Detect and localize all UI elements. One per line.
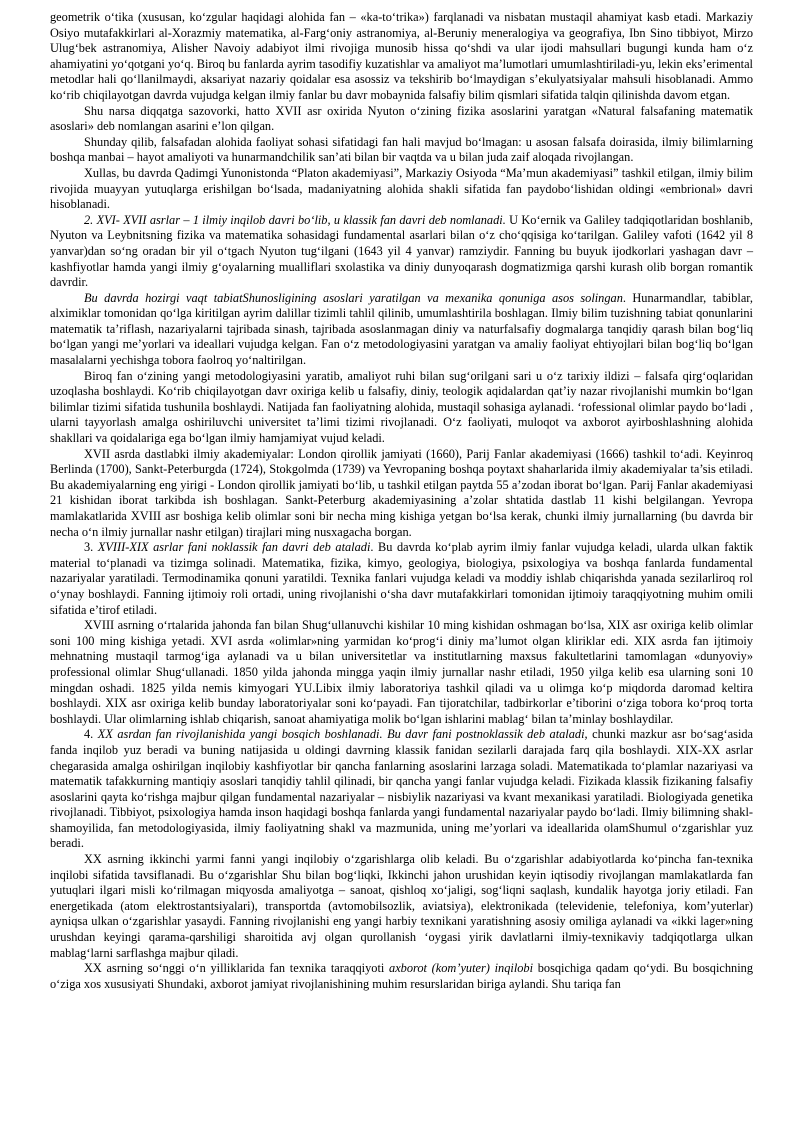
text-run: XVIII asrning o‘rtalarida jahonda fan bilan Shug‘ullanuvchi kishilar 10 ming kishidan oshmagan bo‘lsa, XIX asr oxiriga kelib olimlar soni 100 ming kishiga yetadi. XVI asrda «olimlar»ning yarmidan ko‘prog‘i diniy ma’lumot olgan kliriklar edi. XIX asrda fan ijtimoiy mehnatning mustaqil tarmog‘iga aylanadi va u bilan universitetlar va institutlarning maxsus fakultetlarini tamomlagan «dunyoviy» professional olimlar Shug‘ullanadi. 1850 yilda jahonda mingga yaqin ilmiy jurnallar nashr etiladi, 1950 yilga kelib esa ularning soni 10 mingdan oshadi. 1825 yilda nemis kimyogari YU.Libix ilmiy laboratoriya tashkil qiladi va u olimga ko‘p miqdorda daromad keltira boshlaydi. XIX asr oxiriga kelib bunday laboratoriyalar soni ko‘payadi. Fan tijoratchilar, tadbirkorlar e’tiborini o‘ziga tobora ko‘proq torta boshlaydi. Ular olimlarning ishlab chiqarish, sanoat ahamiyatiga molik bo‘lgan ishlarini mablag‘ bilan ta’minlay boshlaydilar. xyxy=(50,618,753,726)
paragraph xyxy=(50,166,753,213)
paragraph xyxy=(50,540,753,618)
italic-text: 2. XVI- XVII asrlar – 1 ilmiy inqilob davri bo‘lib, u klassik fan davri deb nomlanadi. xyxy=(84,212,506,227)
paragraph xyxy=(50,104,753,135)
text-run: geometrik o‘tika (xususan, ko‘zgular haqidagi alohida fan – «ka-to‘trika») farqlanadi va nisbatan mustaqil ahamiyat kasb etadi. Markaziy Osiyo mutafakkirlari al-Xorazmiy matematika, al-Farg‘oniy astranomiya, al-Beruniy meneralogiya va geografiya, Ibn Sino tibbiyot, Mirzo Ulug‘bek astranomiya, Alisher Navoiy adabiyot ilmi rivojiga munosib hissa qo‘shdi va ular ijodi mahsullari bugungi kunda ham o‘z ahamiyatini yo‘qotgani yo‘q. Biroq bu fanlarda ayrim tasodifiy kuzatishlar va amaliyot ma’lumotlari umumlashtiriladi-yu, lekin eks’erimental metodlar hali qo‘llanilmaydi, aksariyat nazariy qoidalar esa asossiz va tekshirib bo‘lmaydigan s’ekulyatsiyalar mahsuli hisoblanadi. Ammo ko‘rib chiqilayotgan davrda vujudga kelgan ilmiy fanlar bu davr mobaynida falsafiy bilim qismlari sifatida talqin qilinishda davom etgan. xyxy=(50,10,753,102)
text-run: bosqichiga qadam qo‘ydi. Bu bosqichning o‘ziga xos xususiyati Shundaki, axborot jamiyat rivojlanishining muhim resurslaridan biriga aylandi. Shu tariqa fan xyxy=(50,961,753,991)
paragraph xyxy=(50,727,753,852)
paragraph xyxy=(50,447,753,541)
text-run: Shunday qilib, falsafadan alohida faoliyat sohasi sifatidagi fan hali mavjud bo‘lmagan: u asosan falsafa doirasida, ilmiy bilimlarning boshqa manbai – hayot amaliyoti va hunarmandchilik san’ati bilan bir vaqtda va u bilan juda zaif aloqada rivojlangan. xyxy=(50,134,753,165)
text-run: . Hunarmandlar, tabiblar, alximiklar tomonidan qo‘lga kiritilgan ayrim dalillar tizimli tahlil qilinib, umumlashtirila boshlagan. Ilmiy bilim tuzishning tabiat qonunlarini matematik ta’riflash, nazariyalarni tajribada sinash, tajribada asoslanmagan diniy va naturfalsafiy dogmalarga tanqidiy qarash bilan bog‘liq bo‘lgan yangi me’yorlari va ideallari vujudga kelgan. Fan o‘z metodologiyasini yaratgan va amaliy faoliyat ehtiyojlari bilan bog‘liq bo‘lgan masalalarni yechishga tobora faolroq yo‘naltirilgan. xyxy=(50,290,753,368)
paragraph xyxy=(50,10,753,104)
text-run: Xullas, bu davrda Qadimgi Yunonistonda “Platon akademiyasi”, Markaziy Osiyoda “Ma’mun akademiyasi” tashkil etilgan, ilmiy bilim rivojida muayyan yutuqlarga erishilgan bo‘lsada, madaniyatning alohida shakli sifatida fan paydobo‘lishidan oldingi «embrional» davri hisoblanadi. xyxy=(50,165,753,212)
text-run: 3. xyxy=(84,540,98,555)
paragraph xyxy=(50,291,753,369)
paragraph xyxy=(50,135,753,166)
paragraph xyxy=(50,961,753,992)
paragraph xyxy=(50,369,753,447)
paragraph xyxy=(50,852,753,961)
text-run: Shu narsa diqqatga sazovorki, hatto XVII asr oxirida Nyuton o‘zining fizika asoslarini yaratgan «Natural falsafaning matematik asoslari» deb nomlangan asarini e’lon qilgan. xyxy=(50,103,753,134)
paragraph xyxy=(50,213,753,291)
italic-text: axborot (kom’yuter) inqilobi xyxy=(389,961,534,976)
paragraph xyxy=(50,618,753,727)
text-run: U Ko‘ernik va Galiley tadqiqotlaridan boshlanib, Nyuton va Leybnitsning fizika va matematika sohasidagi fundamental asarlari bilan o‘z cho‘qqisiga ko‘tarilgan. Galiley vafoti (1642 yil 8 yanvar)dan so‘ng oradan bir yil o‘tgach Nyuton tug‘ilgani (1643 yil 4 yanvar) ramziydir. Fanning bu buyuk ijodkorlari yashagan davr – kashfiyotlar hamda yangi ilmiy g‘oyalarning mualliflari sxolastika va diniy dunyoqarash dogmatizmiga qarshi kurash olib borgan romantik davrdir. xyxy=(50,212,753,290)
italic-text: XX asrdan fan rivojlanishida yangi bosqich boshlanadi. Bu davr fani postnoklassik deb ataladi, xyxy=(97,727,588,742)
text-run: chunki mazkur asr bo‘sag‘asida fanda inqilob yuz beradi va buning natijasida u oldingi davrning klassik fanidan sezilarli darajada farq qila boshlaydi. XIX-XX asrlar chegarasida amalga oshirilgan inqilobiy kashfiyotlar bir qancha fanlarning asoslarini larzaga soladi. Matematikada to‘plamlar nazariyasi va matematik tafakkurning mantiqiy asoslari tanqidiy tahlil qilinadi, bir qancha yangi fanlar vujudga keladi. Fizikada klassik fizikaning falsafiy asoslarini qayta ko‘rishga majbur qilgan fundamental nazariyalar – nisbiylik nazariyasi va kvant mexanikasi yaratiladi. Biologiyada genetika rivojlanadi. Tibbiyot, psixologiya hamda inson haqidagi boshqa fanlarda yangi fundamental nazariyalar paydo bo‘ladi. Ilmiy bilimning shakl-shamoyilida, fan metodologiyasida, ilmiy faoliyatning shakl va mazmunida, uning me’yorlari va ideallarida olamShumul o‘zgarishlar yuz beradi. xyxy=(50,727,754,851)
document-body xyxy=(50,10,753,992)
text-run: 4. xyxy=(84,727,98,742)
text-run: XX asrning ikkinchi yarmi fanni yangi inqilobiy o‘zgarishlarga olib keladi. Bu o‘zgarishlar adabiyotlarda ko‘pincha fan-texnika inqilobi sifatida tavsiflanadi. Bu o‘zgarishlar Shu bilan bog‘liqki, Ikkinchi jahon urushidan keyin iqtisodiy rivojlangan mamlakatlarda fan yutuqlari ilgari misli ko‘rilmagan miqyosda amaliyotga – sanoat, qishloq xo‘jaligi, sog‘liqni saqlash, kundalik hayotga joriy etiladi. Fan energetikada (atom elektrostantsiyalari), transportda (avtomobilsozlik, aviatsiya), elektronikada (televidenie, telefoniya, kom’yuterlar) ayniqsa ulkan o‘zgarishlar yasaydi. Fanning rivojlanishi eng yangi harbiy texnikani yaratishning asosiy omiliga aylanadi va «ikki lager»ning urushdan keyingi qarama-qarshiligi sharoitida avj olgan qurollanish ‘oygasi yirik davlatlarni ilmiy-texnikaviy tadqiqotlarga ulkan mablag‘larni sarflashga majbur qiladi. xyxy=(50,852,753,960)
text-run: . Bu davrda ko‘plab ayrim ilmiy fanlar vujudga keladi, ularda ulkan faktik material to‘planadi va tizimga solinadi. Matematika, fizika, kimyo, geologiya, biologiya, psixologiya va boshqa fanlarda fundamental nazariyalar yaratiladi. Termodinamika qonuni yaratildi. Texnika fanlari vujudga keladi va moddiy ishlab chiqarishda yanada sezilarliroq rol o‘ynay boshlaydi. Fanning ijtimoiy roli ortadi, uning rivojlanishi o‘sha davr mutafakkirlari tomonidan ijtimoiy taraqqiyotning muhim omili sifatida e’tirof etiladi. xyxy=(50,540,753,617)
text-run: XX asrning so‘nggi o‘n yilliklarida fan texnika taraqqiyoti xyxy=(84,961,390,976)
text-run: Biroq fan o‘zining yangi metodologiyasini yaratib, amaliyot ruhi bilan sug‘orilgani sari u o‘z tarixiy ildizi – falsafa qirg‘oqlaridan uzoqlasha boshlaydi. Ko‘rib chiqilayotgan davr oxiriga kelib u falsafiy, diniy, teologik aqidalardan qat’iy nazar rivojlanishi mumkin bo‘lgan bilimlar tizimi sifatida tushunila boshlaydi. Natijada fan faoliyatning alohida, mustaqil sohasiga aylanadi. ‘rofessional olimlar paydo bo‘ladi , ularni tayyorlash amalga oshiriluvchi universitet ta’limi tizimi rivojlanadi. O‘z faoliyati, muloqot va axborot ayirboshlashning alohida shakllari va qoidalariga ega bo‘lgan ilmiy hamjamiyat vujud keladi. xyxy=(50,368,753,446)
text-run: XVII asrda dastlabki ilmiy akademiyalar: London qirollik jamiyati (1660), Parij Fanlar akademiyasi (1666) tashkil to‘adi. Keyinroq Berlinda (1700), Sankt-Peterburgda (1724), Stokgolmda (1739) va Yevropaning boshqa poytaxt shaharlarida ilmiy akademiyalar ta’sis etiladi. Bu akademiyalarning eng yirigi - London qirollik jamiyati bo‘lib, u tashkil etilgan paytda 55 a’zodan iborat bo‘lgan. Parij Fanlar akademiyasi 21 kishidan iborat tarkibda ish boshlagan. Sankt-Peterburg akademiyasining a’zolar shtatida dastlab 11 kishi belgilangan. Yevropa mamlakatlarida XVIII asr boshiga kelib olimlar soni bir necha ming kishiga yetgan bo‘lsa kerak, chunki ilmiy jurnallarning (bu davrda bir necha o‘n ilmiy jurnallar nashr etilgan) tirajlari ming nusxagacha borgan. xyxy=(50,446,753,539)
italic-text: Bu davrda hozirgi vaqt tabiatShunosligining asoslari yaratilgan va mexanika qonuniga asos solingan xyxy=(84,290,623,305)
italic-text: XVIII-XIX asrlar fani noklassik fan davri deb ataladi xyxy=(97,540,371,555)
